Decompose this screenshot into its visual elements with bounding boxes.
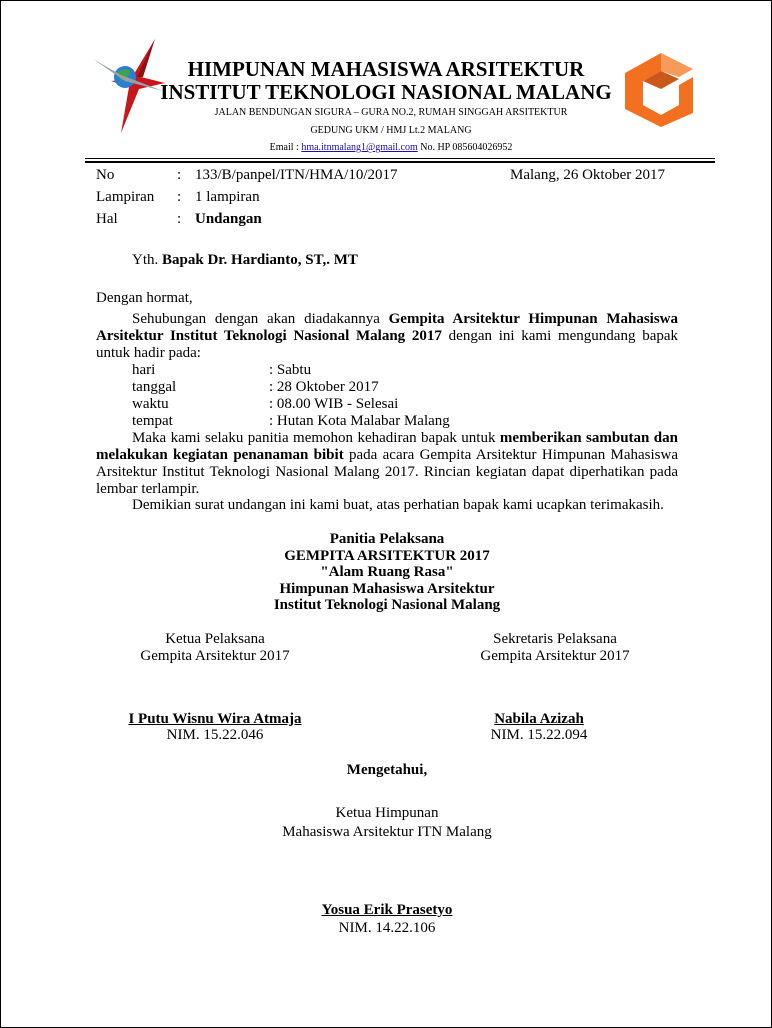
chair-nim: NIM. 14.22.106 [338,920,436,936]
header-divider-thick [85,161,715,163]
address-line1: JALAN BENDUNGAN SIGURA – GURA NO.2, RUMAH SINGGAH ARSITEKTUR [214,107,568,118]
committee-line4: Himpunan Mahasiswa Arsitektur [279,581,495,597]
no-colon: : [177,167,182,183]
recipient [132,252,358,269]
no-value: 133/B/panpel/ITN/HMA/10/2017 [195,167,398,183]
right-signatory-role: Sekretaris Pelaksana [493,631,617,647]
committee-line2: GEMPITA ARSITEKTUR 2017 [284,548,490,564]
paragraph-1 [96,311,678,362]
greeting: Dengan hormat, [96,290,193,306]
chair-name: Yosua Erik Prasetyo [321,902,453,918]
detail-value-tempat: : Hutan Kota Malabar Malang [269,413,450,429]
left-signatory-nim: NIM. 15.22.046 [166,727,264,743]
committee-line3: "Alam Ruang Rasa" [320,564,454,580]
p2-text-a: Maka kami selaku panitia memohon kehadiran bapak untuk [132,430,496,446]
contact-line [181,142,601,153]
recipient-name: Bapak Dr. Hardianto, ST,. MT [162,252,358,268]
itn-logo [621,47,697,129]
right-signatory-name: Nabila Azizah [494,711,584,727]
left-signatory-role: Ketua Pelaksana [165,631,265,647]
detail-value-tanggal: : 28 Oktober 2017 [269,379,379,395]
detail-label-hari: hari [132,362,156,378]
org-name-line2: INSTITUT TEKNOLOGI NASIONAL MALANG [160,80,612,104]
no-label: No [96,167,115,183]
closing-paragraph: Demikian surat undangan ini kami buat, atas perhatian bapak kami ucapkan terimakasih. [132,497,664,513]
email-label: Email : [269,142,299,153]
p1-text-c: dengan ini kami mengundang bapak untuk hadir pada: [96,328,679,361]
detail-label-tempat: tempat [132,413,173,429]
lampiran-colon: : [177,189,182,205]
detail-value-waktu: : 08.00 WIB - Selesai [269,396,399,412]
right-signatory-event: Gempita Arsitektur 2017 [480,648,630,664]
hal-label: Hal [96,211,118,227]
right-signatory-nim: NIM. 15.22.094 [490,727,588,743]
detail-value-hari: : Sabtu [269,362,312,378]
hal-value: Undangan [195,211,262,227]
chair-organization: Mahasiswa Arsitektur ITN Malang [282,824,492,840]
letter-date: Malang, 26 Oktober 2017 [510,167,665,183]
paragraph-2 [96,430,678,498]
committee-line1: Panitia Pelaksana [329,531,445,547]
left-signatory-event: Gempita Arsitektur 2017 [140,648,290,664]
p1-text-a: Sehubungan dengan akan diadakannya [132,311,380,327]
phone-number: No. HP 085604026952 [420,142,513,153]
chair-role: Ketua Himpunan [335,805,439,821]
lampiran-value: 1 lampiran [195,189,260,205]
hal-colon: : [177,211,182,227]
acknowledge-label: Mengetahui, [346,762,428,778]
p2-text-c: pada acara Gempita Arsitektur Himpunan Mahasiswa Arsitektur Institut Teknologi Nasional Malang 2017. Rincian kegiatan dapat diperhatikan pada lembar terlampir. [96,447,678,497]
p1-event-name: Gempita Arsitektur Himpunan Mahasiswa Arsitektur Institut Teknologi Nasional Malang 2017 [96,311,679,344]
p2-request: memberikan sambutan dan melakukan kegiatan penanaman bibit [96,430,678,463]
left-signatory-name: I Putu Wisnu Wira Atmaja [128,711,302,727]
email-link[interactable]: hma.itnmalang1@gmail.com [301,142,418,153]
lampiran-label: Lampiran [96,189,155,205]
address-line2: GEDUNG UKM / HMJ Lt.2 MALANG [310,125,472,136]
header-divider-thin [85,158,715,159]
org-name-line1: HIMPUNAN MAHASISWA ARSITEKTUR [187,57,585,81]
committee-line5: Institut Teknologi Nasional Malang [273,597,501,613]
detail-label-waktu: waktu [132,396,169,412]
recipient-prefix: Yth. [132,252,159,268]
detail-label-tanggal: tanggal [132,379,177,395]
